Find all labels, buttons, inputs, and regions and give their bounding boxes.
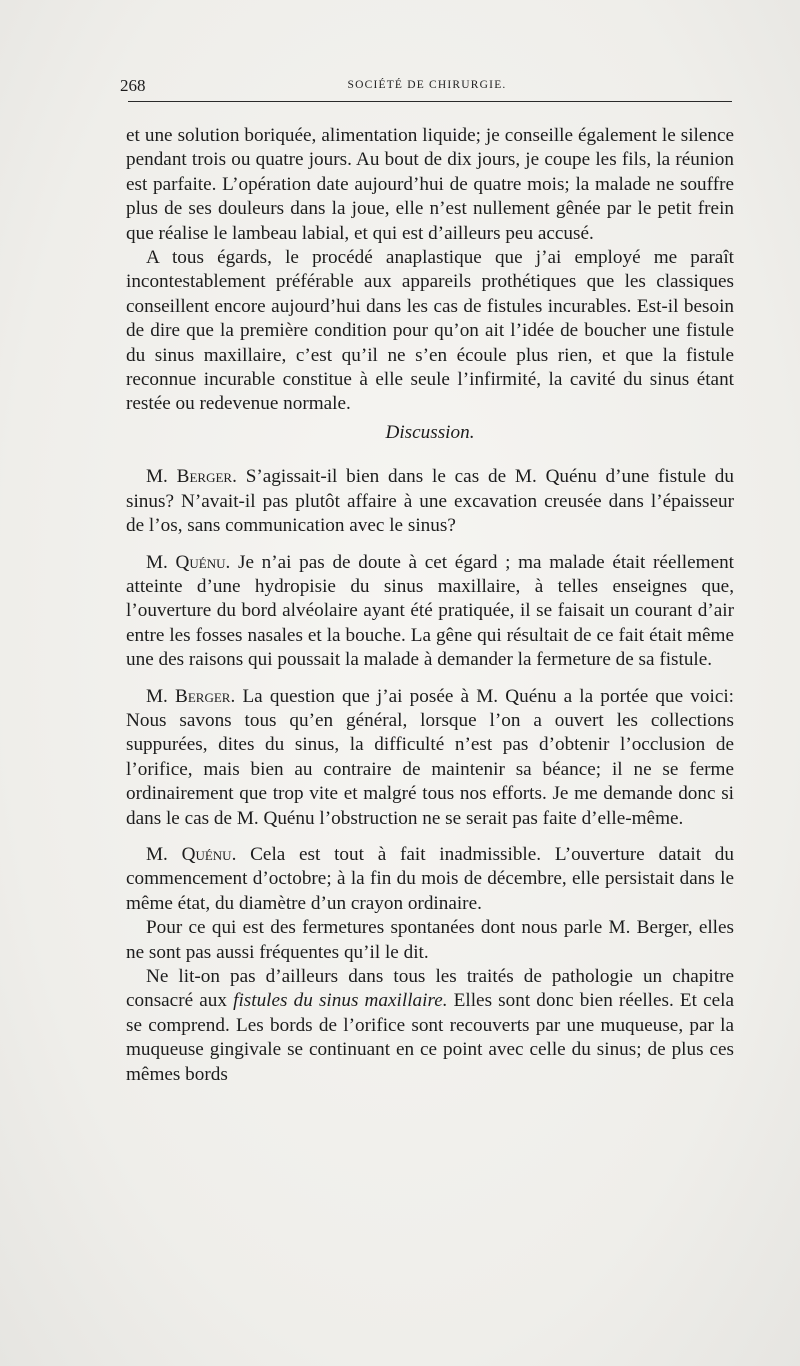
header-rule xyxy=(128,101,732,102)
body-text xyxy=(126,124,734,1087)
section-heading: Discussion. xyxy=(385,421,475,443)
page-header xyxy=(120,76,734,98)
page-number: 268 xyxy=(120,76,146,95)
paragraph-text: Ne lit-on pas d’ailleurs dans tous les traités de pathologie un chapitre consacré aux xyxy=(126,966,734,1012)
paragraph-text: Cela est tout à fait inadmissible. L’ouverture datait du commencement d’octobre; à la fin du mois de décembre, elle persistait dans le même état, du diamètre d’un crayon ordinaire. xyxy=(126,843,734,914)
paragraph xyxy=(126,843,734,916)
paragraph: et une solution boriquée, alimentation liquide; je conseille également le silence pendant trois ou quatre jours. Au bout de dix jours, je coupe les fils, la réunion est parfaite. L’opération date aujourd’hui de quatre mois; la malade ne souffre plus de ses douleurs dans la joue, elle n’est nullement gênée par le petit frein que réalise le lambeau labial, et qui est d’ailleurs peu accusé. xyxy=(126,125,734,244)
speaker-name: M. Berger. xyxy=(146,685,236,707)
paragraph xyxy=(126,965,734,1087)
italic-phrase: fistules du sinus maxillaire. xyxy=(233,990,448,1012)
running-title: SOCIÉTÉ DE CHIRURGIE. xyxy=(347,79,507,91)
paragraph-text: Je n’ai pas de doute à cet égard ; ma malade était réellement atteinte d’une hydropisie du sinus maxillaire, à telles enseignes que, l’ouverture du bord alvéolaire ayant été pratiquée, il se faisait un courant d’air entre les fosses nasales et la bouche. La gêne qui résultait de ce fait était même une des raisons qui poussait la malade à demander la fermeture de sa fistule. xyxy=(126,551,735,671)
paragraph xyxy=(126,465,734,538)
paragraph-text: S’agissait-il bien dans le cas de M. Quénu d’une fistule du sinus? N’avait-il pas plutôt affaire à une excavation creusée dans l’épaisseur de l’os, sans communication avec le sinus? xyxy=(126,466,734,537)
speaker-name: M. Berger. xyxy=(146,466,237,488)
speaker-name: M. Quénu. xyxy=(146,843,237,865)
paragraph xyxy=(126,685,734,831)
paragraph-text: La question que j’ai posée à M. Quénu a la portée que voici: Nous savons tous qu’en général, lorsque l’on a ouvert les collections suppurées, dites du sinus, la difficulté n’est pas d’obtenir l’occlusion de l’orifice, mais bien au contraire de maintenir sa béance; il ne se ferme ordinairement que trop vite et malgré tous nos efforts. Je me demande donc si dans le cas de M. Quénu l’obstruction ne se serait pas faite d’elle-même. xyxy=(126,685,735,829)
paragraph: A tous égards, le procédé anaplastique que j’ai employé me paraît incontestablement préférable aux appareils prothétiques que les classiques conseillent encore aujourd’hui dans les cas de fistules incurables. Est-il besoin de dire que la première condition pour qu’on ait l’idée de boucher une fistule du sinus maxillaire, c’est qu’il ne s’en écoule plus rien, et que la fistule reconnue incurable constitue à elle seule l’infirmité, la cavité du sinus étant restée ou redevenue normale. xyxy=(126,247,734,415)
speaker-name: M. Quénu. xyxy=(146,551,231,573)
paragraph: Pour ce qui est des fermetures spontanées dont nous parle M. Berger, elles ne sont pas aussi fréquentes qu’il le dit. xyxy=(126,917,734,963)
paragraph xyxy=(126,551,734,673)
paragraph-text: Elles sont donc bien réelles. Et cela se comprend. Les bords de l’orifice sont recouverts par une muqueuse, par la muqueuse gingivale se continuant en ce point avec celle du sinus; de plus ces mêmes bords xyxy=(126,990,735,1085)
